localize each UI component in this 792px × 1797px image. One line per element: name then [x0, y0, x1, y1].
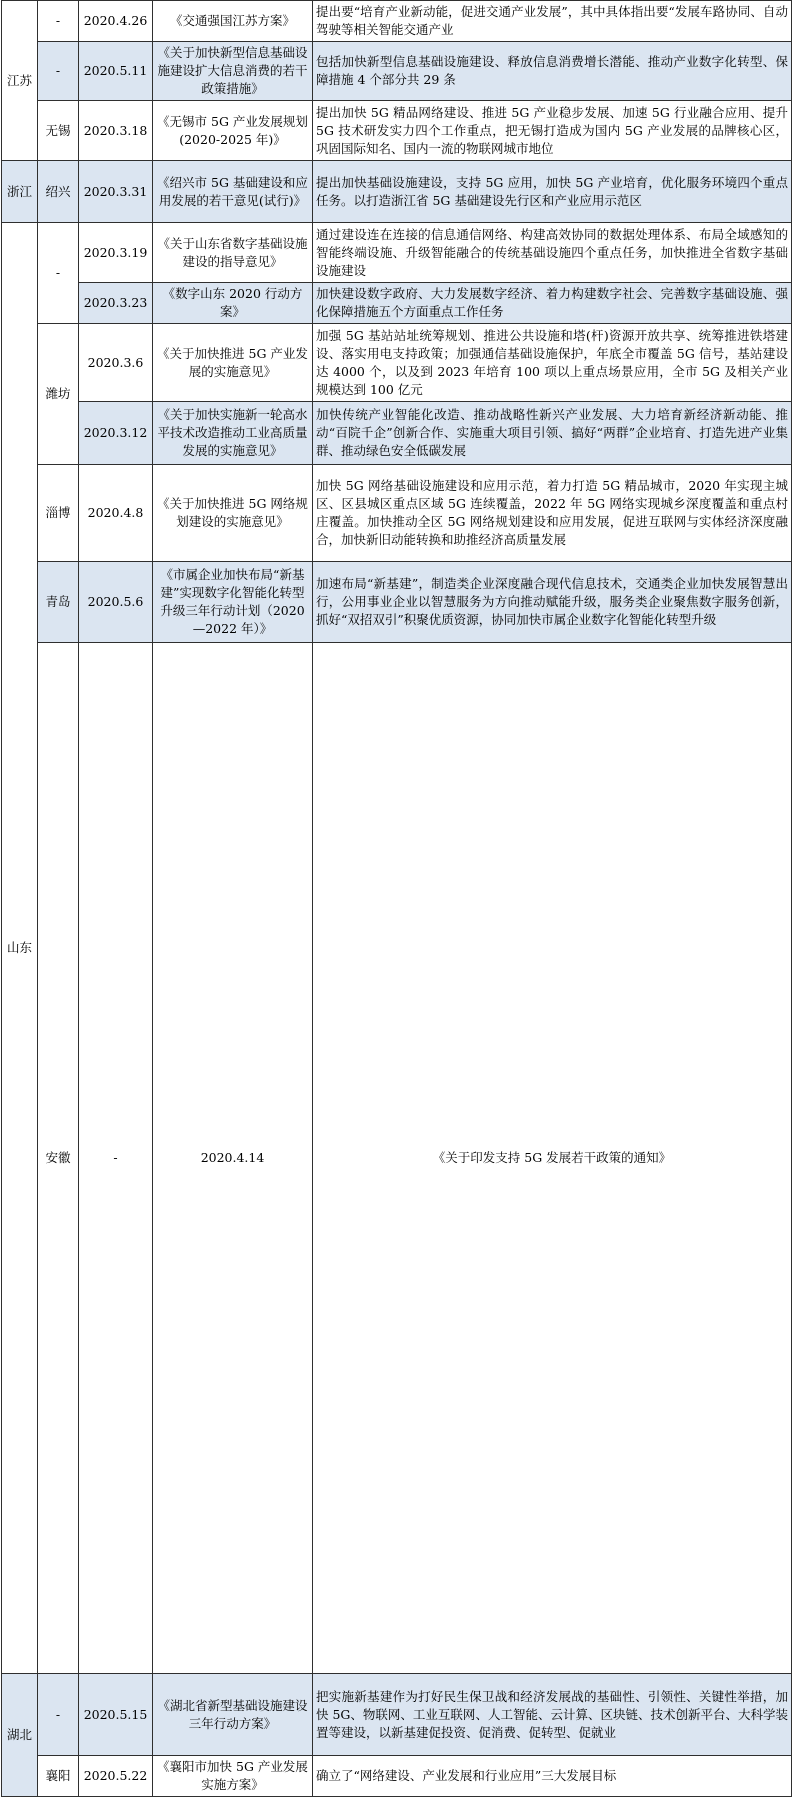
- table-row: [2, 283, 792, 324]
- policy-cell: 《关于加快推进 5G 产业发展的实施意见》: [153, 324, 313, 402]
- policy-cell: 《数字山东 2020 行动方案》: [153, 283, 313, 324]
- content-cell: 确立了“网络建设、产业发展和行业应用”三大发展目标: [313, 1756, 792, 1797]
- date-cell: 2020.4.14: [153, 643, 313, 1674]
- policy-cell: 《襄阳市加快 5G 产业发展实施方案》: [153, 1756, 313, 1797]
- content-cell: 加强 5G 基站站址统筹规划、推进公共设施和塔(杆)资源开放共享、统筹推进铁塔建设、落实用电支持政策；加强通信基础设施保护，年底全市覆盖 5G 信号，基站建设达 4000 个，以及到 2023 年培育 100 项以上重点场景应用，全市 5G 及相关产业规模达到 100 亿元: [313, 324, 792, 402]
- content-cell: 包括加快新型信息基础设施建设、释放信息消费增长潜能、推动产业数字化转型、保障措施 4 个部分共 29 条: [313, 42, 792, 101]
- content-cell: 加快建设数字政府、大力发展数字经济、着力构建数字社会、完善数字基础设施、强化保障措施五个方面重点工作任务: [313, 283, 792, 324]
- table-row: [2, 161, 792, 223]
- content-cell: 加快传统产业智能化改造、推动战略性新兴产业发展、大力培育新经济新动能、推动“百院千企”创新合作、实施重大项目引领、搞好“两群”企业培育、打造先进产业集群、推动绿色安全低碳发展: [313, 402, 792, 465]
- content-cell: 加快 5G 网络基础设施建设和应用示范，着力打造 5G 精品城市，2020 年实现主城区、区县城区重点区域 5G 连续覆盖，2022 年 5G 网络实现城乡深度覆盖和重点村庄覆盖。加快推动全区 5G 网络规划建设和应用发展，促进互联网与实体经济深度融合，加快新旧动能转换和助推经济高质量发展: [313, 465, 792, 562]
- date-cell: 2020.3.12: [79, 402, 153, 465]
- city-cell: 绍兴: [38, 161, 79, 223]
- policy-cell: 《关于印发支持 5G 发展若干政策的通知》: [313, 643, 792, 1674]
- province-cell: 浙江: [2, 161, 38, 223]
- table-row: [2, 324, 792, 402]
- city-cell: 淄博: [38, 465, 79, 562]
- policy-cell: 《市属企业加快布局“新基建”实现数字化智能化转型升级三年行动计划（2020—2022 年）》: [153, 562, 313, 643]
- province-cell: 江苏: [2, 1, 38, 161]
- city-cell: -: [38, 42, 79, 101]
- city-cell: 潍坊: [38, 324, 79, 465]
- table-row: [2, 402, 792, 465]
- date-cell: 2020.3.6: [79, 324, 153, 402]
- table-row: [2, 643, 792, 1674]
- content-cell: 提出加快 5G 精品网络建设、推进 5G 产业稳步发展、加速 5G 行业融合应用、提升 5G 技术研发实力四个工作重点，把无锡打造成为国内 5G 产业发展的品牌核心区，巩固国际知名、国内一流的物联网城市地位: [313, 101, 792, 161]
- province-cell: 山东: [2, 223, 38, 1674]
- policy-cell: 《无锡市 5G 产业发展规划(2020-2025 年)》: [153, 101, 313, 161]
- policy-cell: 《关于加快新型信息基础设施建设扩大信息消费的若干政策措施》: [153, 42, 313, 101]
- table-row: [2, 562, 792, 643]
- date-cell: 2020.3.31: [79, 161, 153, 223]
- content-cell: 把实施新基建作为打好民生保卫战和经济发展战的基础性、引领性、关键性举措，加快 5G、物联网、工业互联网、人工智能、云计算、区块链、技术创新平台、大科学装置等建设，以新基建促投资、促消费、促转型、促就业: [313, 1674, 792, 1756]
- date-cell: 2020.3.18: [79, 101, 153, 161]
- date-cell: 2020.5.22: [79, 1756, 153, 1797]
- date-cell: 2020.3.19: [79, 223, 153, 283]
- table-row: [2, 42, 792, 101]
- content-cell: 通过建设连在连接的信息通信网络、构建高效协同的数据处理体系、布局全域感知的智能终端设施、升级智能融合的传统基础设施四个重点任务，加快推进全省数字基础设施建设: [313, 223, 792, 283]
- city-cell: -: [38, 1, 79, 42]
- table-row: [2, 101, 792, 161]
- table-row: [2, 1, 792, 42]
- province-cell: 安徽: [38, 643, 79, 1674]
- date-cell: 2020.5.11: [79, 42, 153, 101]
- policy-cell: 《绍兴市 5G 基础建设和应用发展的若干意见(试行)》: [153, 161, 313, 223]
- city-cell: 青岛: [38, 562, 79, 643]
- date-cell: 2020.4.26: [79, 1, 153, 42]
- content-cell: 提出要“培育产业新动能，促进交通产业发展”，其中具体指出要“发展车路协同、自动驾驶等相关智能交通产业: [313, 1, 792, 42]
- policy-cell: 《关于加快实施新一轮高水平技术改造推动工业高质量发展的实施意见》: [153, 402, 313, 465]
- date-cell: 2020.5.15: [79, 1674, 153, 1756]
- policy-cell: 《关于山东省数字基础设施建设的指导意见》: [153, 223, 313, 283]
- city-cell: -: [79, 643, 153, 1674]
- city-cell: 无锡: [38, 101, 79, 161]
- date-cell: 2020.4.8: [79, 465, 153, 562]
- province-cell: 湖北: [2, 1674, 38, 1797]
- date-cell: 2020.5.6: [79, 562, 153, 643]
- table-row: [2, 223, 792, 283]
- policy-table: [1, 0, 792, 1797]
- date-cell: 2020.3.23: [79, 283, 153, 324]
- policy-cell: 《湖北省新型基础设施建设三年行动方案》: [153, 1674, 313, 1756]
- city-cell: -: [38, 1674, 79, 1756]
- policy-cell: 《关于加快推进 5G 网络规划建设的实施意见》: [153, 465, 313, 562]
- content-cell: 加速布局“新基建”，制造类企业深度融合现代信息技术，交通类企业加快发展智慧出行，公用事业企业以智慧服务为方向推动赋能升级，服务类企业聚焦数字服务创新，抓好“双招双引”积聚优质资源，协同加快市属企业数字化智能化转型升级: [313, 562, 792, 643]
- table-row: [2, 1674, 792, 1756]
- table-row: [2, 465, 792, 562]
- content-cell: 提出加快基础设施建设，支持 5G 应用，加快 5G 产业培育，优化服务环境四个重点任务。以打造浙江省 5G 基础建设先行区和产业应用示范区: [313, 161, 792, 223]
- policy-cell: 《交通强国江苏方案》: [153, 1, 313, 42]
- city-cell: -: [38, 223, 79, 324]
- city-cell: 襄阳: [38, 1756, 79, 1797]
- table-row: [2, 1756, 792, 1797]
